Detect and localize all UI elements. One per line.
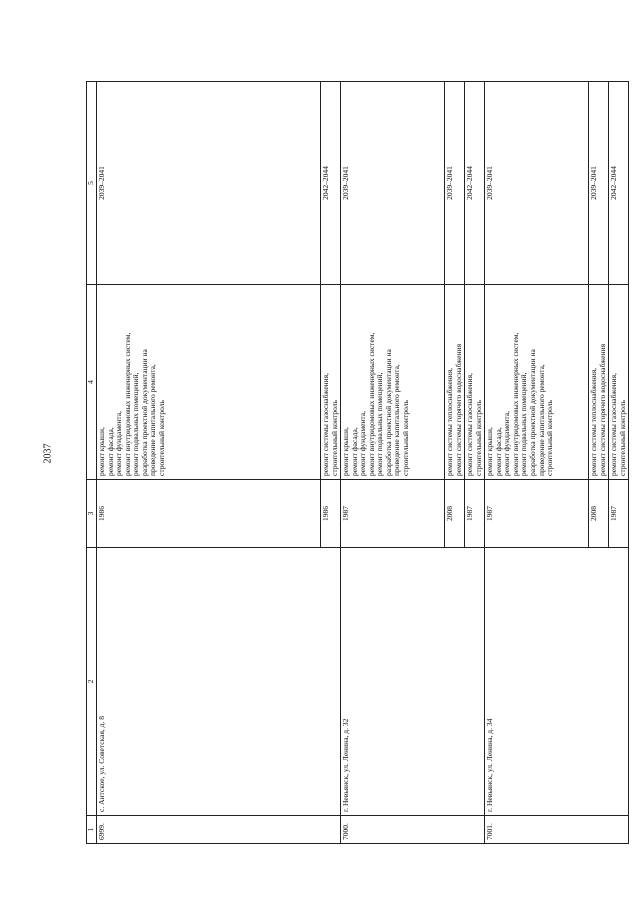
table-row: [485, 82, 589, 844]
entry-works: ремонт крыши, ремонт фасада, ремонт фундамента, ремонт внутридомовых инженерных систем, ремонт подвальных помещений, разработка проектной документации на проведение капитального ремонта, строительный контроль: [341, 285, 445, 480]
entry-year: 1986: [321, 480, 341, 548]
entry-address: г. Невьянск, ул. Ленина, д. 32: [341, 548, 485, 816]
entry-period: 2039–2041: [445, 82, 465, 285]
header-row: [87, 82, 97, 844]
table-row: [97, 82, 321, 844]
entry-works: ремонт системы теплоснабжения, ремонт системы горячего водоснабжения: [445, 285, 465, 480]
entry-period: 2039–2041: [341, 82, 445, 285]
entry-works: ремонт системы газоснабжения, строительный контроль: [609, 285, 629, 480]
entry-year: 1987: [341, 480, 445, 548]
entry-year: 1987: [465, 480, 485, 548]
entry-works: ремонт крыши, ремонт фасада, ремонт фундамента, ремонт внутридомовых инженерных систем, ремонт подвальных помещений, разработка проектной документации на проведение капитального ремонта, строительный контроль: [97, 285, 321, 480]
entry-year: 2008: [589, 480, 609, 548]
entry-address: г. Невьянск, ул. Ленина, д. 34: [485, 548, 629, 816]
header-col-5: 5: [87, 82, 97, 285]
entry-works: ремонт системы газоснабжения, строительный контроль: [465, 285, 485, 480]
entry-period: 2039–2041: [97, 82, 321, 285]
entry-period: 2039–2041: [589, 82, 609, 285]
entry-year: 1986: [97, 480, 321, 548]
entry-period: 2042–2044: [609, 82, 629, 285]
table-container: [86, 82, 627, 844]
header-col-2: 2: [87, 548, 97, 816]
entry-number: 7001.: [485, 816, 629, 844]
header-col-4: 4: [87, 285, 97, 480]
repair-schedule-table: [86, 81, 629, 844]
entry-year: 2008: [445, 480, 465, 548]
table-row: [341, 82, 445, 844]
rotated-table-frame: [86, 82, 627, 844]
entry-year: 1987: [609, 480, 629, 548]
header-col-3: 3: [87, 480, 97, 548]
entry-works: ремонт крыши, ремонт фасада, ремонт фундамента, ремонт внутридомовых инженерных систем, ремонт подвальных помещений, разработка проектной документации на проведение капитального ремонта, строительный контроль: [485, 285, 589, 480]
entry-address: с. Антское, ул. Советская, д. 8: [97, 548, 341, 816]
entry-works: ремонт системы теплоснабжения, ремонт системы горячего водоснабжения: [589, 285, 609, 480]
entry-number: 6999.: [97, 816, 341, 844]
entry-works: ремонт системы газоснабжения, строительный контроль: [321, 285, 341, 480]
entry-period: 2039–2041: [485, 82, 589, 285]
page-number: 2037: [42, 443, 54, 464]
entry-number: 7000.: [341, 816, 485, 844]
entry-year: 1987: [485, 480, 589, 548]
entry-period: 2042–2044: [321, 82, 341, 285]
entry-period: 2042–2044: [465, 82, 485, 285]
header-col-1: 1: [87, 816, 97, 844]
